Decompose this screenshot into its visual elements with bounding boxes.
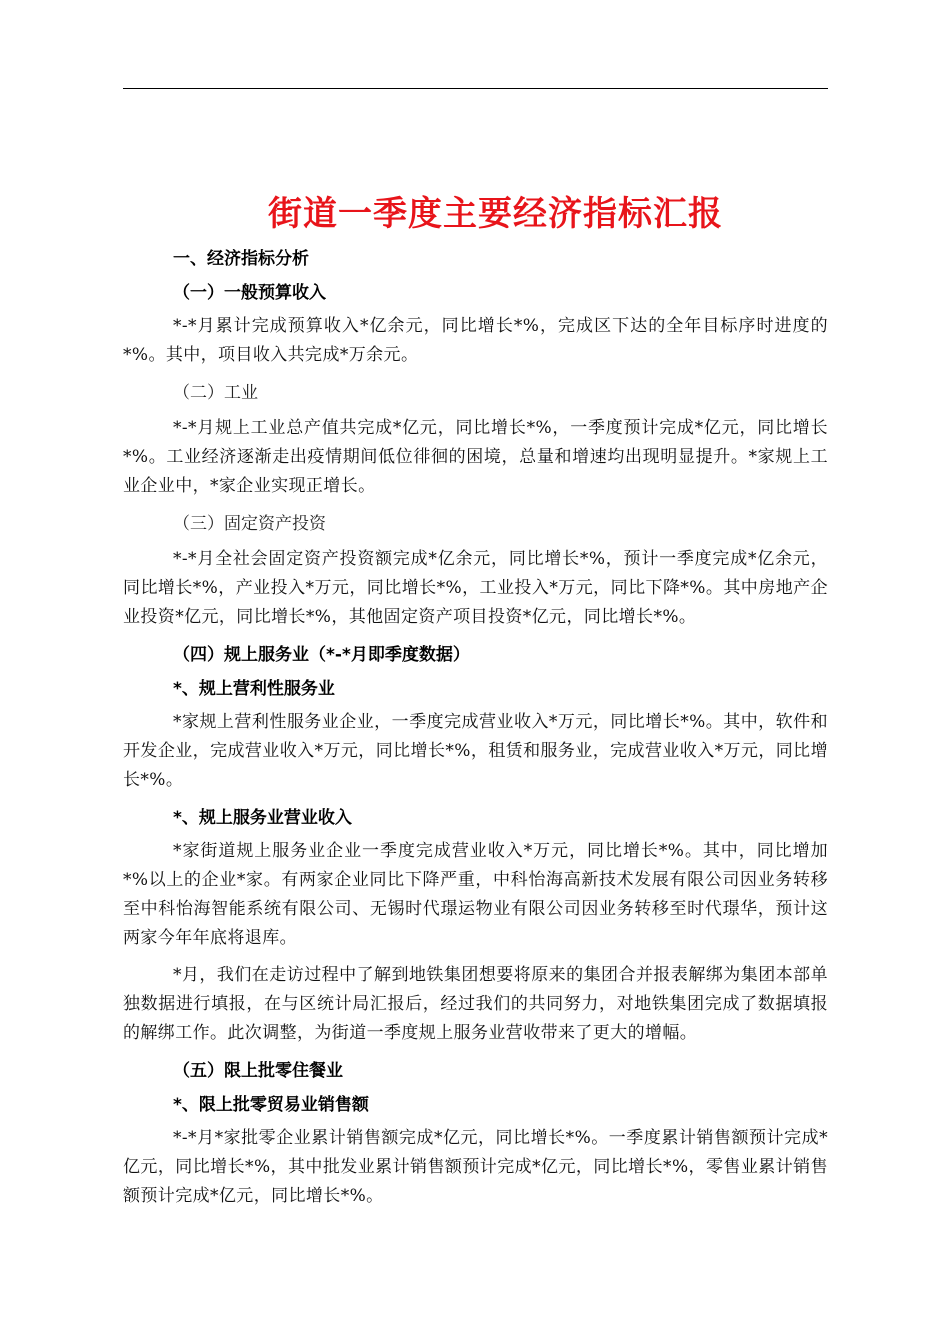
document-title: 街道一季度主要经济指标汇报 (268, 194, 723, 234)
item-heading-retail-sales: *、限上批零贸易业销售额 (173, 1095, 369, 1115)
subsection-heading-retail: （五）限上批零住餐业 (173, 1061, 343, 1081)
paragraph-metro-group: *月，我们在走访过程中了解到地铁集团想要将原来的集团合并报表解绑为集团本部单独数据进行填报，在与区统计局汇报后，经过我们的共同努力，对地铁集团完成了数据填报的解绑工作。此次调整，为街道一季度规上服务业营收带来了更大的增幅。 (123, 965, 828, 1043)
item-heading-profit-services: *、规上营利性服务业 (173, 679, 335, 699)
paragraph-fixed-assets: *-*月全社会固定资产投资额完成*亿余元，同比增长*%，预计一季度完成*亿余元，同比增长*%，产业投入*万元，同比增长*%，工业投入*万元，同比下降*%。其中房地产企业投资*亿元，同比增长*%，其他固定资产项目投资*亿元，同比增长*%。 (123, 549, 828, 627)
subsection-heading-services: （四）规上服务业（*-*月即季度数据） (173, 645, 470, 665)
document-body (123, 244, 828, 1219)
subsection-heading-budget-revenue: （一）一般预算收入 (173, 283, 326, 303)
paragraph-profit-services: *家规上营利性服务业企业，一季度完成营业收入*万元，同比增长*%。其中，软件和开发企业，完成营业收入*万元，同比增长*%，租赁和服务业，完成营业收入*万元，同比增长*%。 (123, 712, 828, 790)
paragraph-services-revenue: *家街道规上服务业企业一季度完成营业收入*万元，同比增长*%。其中，同比增加*%以上的企业*家。有两家企业同比下降严重，中科怡海高新技术发展有限公司因业务转移至中科怡海智能系统有限公司、无锡时代璟运物业有限公司因业务转移至时代璟华，预计这两家今年年底将退库。 (123, 841, 828, 948)
subsection-heading-fixed-assets: （三）固定资产投资 (173, 514, 326, 534)
subsection-heading-industry: （二）工业 (173, 383, 258, 403)
header-rule (123, 88, 828, 89)
paragraph-industry: *-*月规上工业总产值共完成*亿元，同比增长*%，一季度预计完成*亿元，同比增长*%。工业经济逐渐走出疫情期间低位徘徊的困境，总量和增速均出现明显提升。*家规上工业企业中，*家企业实现正增长。 (123, 418, 828, 496)
item-heading-services-revenue: *、规上服务业营业收入 (173, 808, 352, 828)
section-heading-economic-analysis: 一、经济指标分析 (173, 249, 309, 269)
paragraph-budget-revenue: *-*月累计完成预算收入*亿余元，同比增长*%，完成区下达的全年目标序时进度的*%。其中，项目收入共完成*万余元。 (123, 316, 828, 365)
paragraph-retail-sales: *-*月*家批零企业累计销售额完成*亿元，同比增长*%。一季度累计销售额预计完成*亿元，同比增长*%，其中批发业累计销售额预计完成*亿元，同比增长*%，零售业累计销售额预计完成*亿元，同比增长*%。 (123, 1128, 828, 1206)
